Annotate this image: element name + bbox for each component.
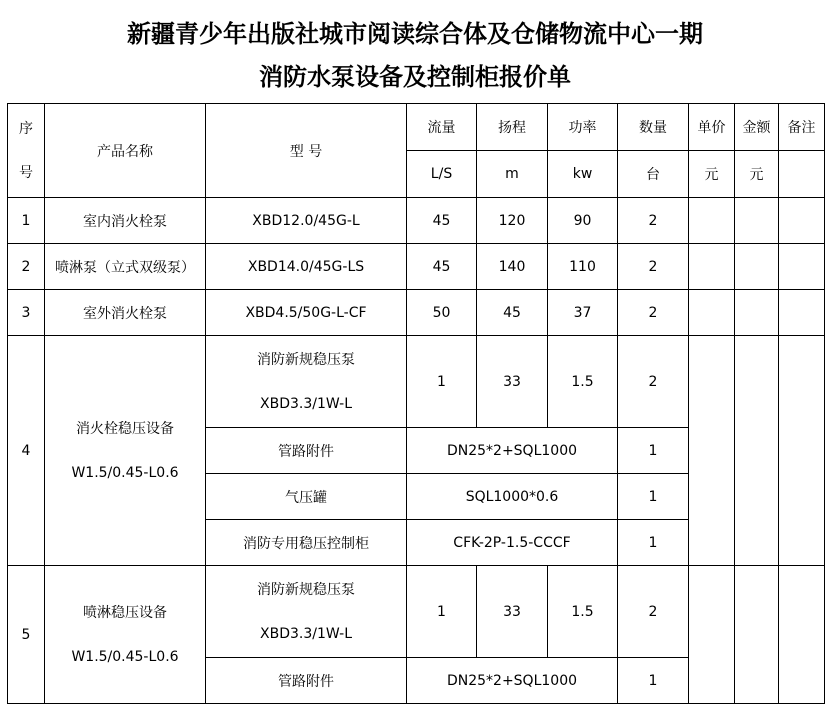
unit-head: m (477, 151, 548, 198)
group5-spec: W1.5/0.45-L0.6 (71, 648, 179, 665)
row-flow: 50 (407, 290, 477, 336)
unit-flow: L/S (407, 151, 477, 198)
row-amount (735, 244, 779, 290)
row-product: 室内消火栓泵 (45, 198, 206, 244)
group5-pump-row (8, 566, 825, 658)
header-seq: 序 号 (8, 104, 45, 198)
group5-item-name: 管路附件 (206, 658, 407, 704)
row-remark (779, 244, 825, 290)
row-flow: 45 (407, 244, 477, 290)
group4-item-name: 消防专用稳压控制柜 (206, 520, 407, 566)
group5-pump-flow: 1 (407, 566, 477, 658)
group5-remark (779, 566, 825, 704)
group4-pump-spec: XBD3.3/1W-L (260, 395, 352, 412)
group4-pump-name: 消防新规稳压泵 (257, 351, 355, 368)
group4-amount (735, 336, 779, 566)
row-remark (779, 290, 825, 336)
header-product: 产品名称 (45, 104, 206, 198)
group4-seq: 4 (8, 336, 45, 566)
group4-name: 消火栓稳压设备 (76, 420, 174, 437)
table-row (8, 198, 825, 244)
row-unit-price (689, 244, 735, 290)
group5-pump-qty: 2 (618, 566, 689, 658)
group4-item-spec: CFK-2P-1.5-CCCF (407, 520, 618, 566)
row-power: 90 (548, 198, 618, 244)
group5-unit-price (689, 566, 735, 704)
group4-product (45, 336, 206, 566)
group5-pump-head: 33 (477, 566, 548, 658)
group4-remark (779, 336, 825, 566)
row-head: 45 (477, 290, 548, 336)
row-amount (735, 198, 779, 244)
group5-pump-power: 1.5 (548, 566, 618, 658)
row-unit-price (689, 290, 735, 336)
row-model: XBD14.0/45G-LS (206, 244, 407, 290)
group4-pump-flow: 1 (407, 336, 477, 428)
group4-pump-model (206, 336, 407, 428)
unit-price-currency: 元 (689, 151, 735, 198)
group5-name: 喷淋稳压设备 (83, 604, 167, 621)
unit-amount-currency: 元 (735, 151, 779, 198)
row-unit-price (689, 198, 735, 244)
row-seq: 1 (8, 198, 45, 244)
row-remark (779, 198, 825, 244)
row-model: XBD12.0/45G-L (206, 198, 407, 244)
unit-qty: 台 (618, 151, 689, 198)
document-title-line1: 新疆青少年出版社城市阅读综合体及仓储物流中心一期 (127, 20, 703, 48)
group4-spec: W1.5/0.45-L0.6 (71, 464, 179, 481)
header-power: 功率 (548, 104, 618, 151)
header-remark: 备注 (779, 104, 825, 151)
group4-item-qty: 1 (618, 520, 689, 566)
group4-item-name: 气压罐 (206, 474, 407, 520)
header-row (8, 104, 825, 151)
group5-pump-spec: XBD3.3/1W-L (260, 625, 352, 642)
header-qty: 数量 (618, 104, 689, 151)
group4-pump-head: 33 (477, 336, 548, 428)
row-product: 室外消火栓泵 (45, 290, 206, 336)
group5-pump-name: 消防新规稳压泵 (257, 581, 355, 598)
unit-remark (779, 151, 825, 198)
row-product: 喷淋泵（立式双级泵） (45, 244, 206, 290)
row-qty: 2 (618, 198, 689, 244)
row-head: 140 (477, 244, 548, 290)
group4-pump-power: 1.5 (548, 336, 618, 428)
row-qty: 2 (618, 244, 689, 290)
row-model: XBD4.5/50G-L-CF (206, 290, 407, 336)
row-seq: 3 (8, 290, 45, 336)
row-power: 37 (548, 290, 618, 336)
group5-seq: 5 (8, 566, 45, 704)
document-title-line2: 消防水泵设备及控制柜报价单 (259, 63, 571, 91)
group4-pump-qty: 2 (618, 336, 689, 428)
header-model: 型 号 (206, 104, 407, 198)
row-amount (735, 290, 779, 336)
header-flow: 流量 (407, 104, 477, 151)
row-head: 120 (477, 198, 548, 244)
table-row (8, 290, 825, 336)
group4-item-qty: 1 (618, 474, 689, 520)
row-power: 110 (548, 244, 618, 290)
unit-power: kw (548, 151, 618, 198)
group4-item-name: 管路附件 (206, 428, 407, 474)
row-flow: 45 (407, 198, 477, 244)
group4-item-qty: 1 (618, 428, 689, 474)
table-row (8, 244, 825, 290)
group4-item-spec: SQL1000*0.6 (407, 474, 618, 520)
header-head: 扬程 (477, 104, 548, 151)
header-unit-price: 单价 (689, 104, 735, 151)
row-seq: 2 (8, 244, 45, 290)
group4-item-spec: DN25*2+SQL1000 (407, 428, 618, 474)
group4-unit-price (689, 336, 735, 566)
group5-amount (735, 566, 779, 704)
group4-pump-row (8, 336, 825, 428)
group5-item-qty: 1 (618, 658, 689, 704)
header-amount: 金额 (735, 104, 779, 151)
quotation-table (7, 103, 825, 704)
row-qty: 2 (618, 290, 689, 336)
group5-product (45, 566, 206, 704)
group5-pump-model (206, 566, 407, 658)
group5-item-spec: DN25*2+SQL1000 (407, 658, 618, 704)
